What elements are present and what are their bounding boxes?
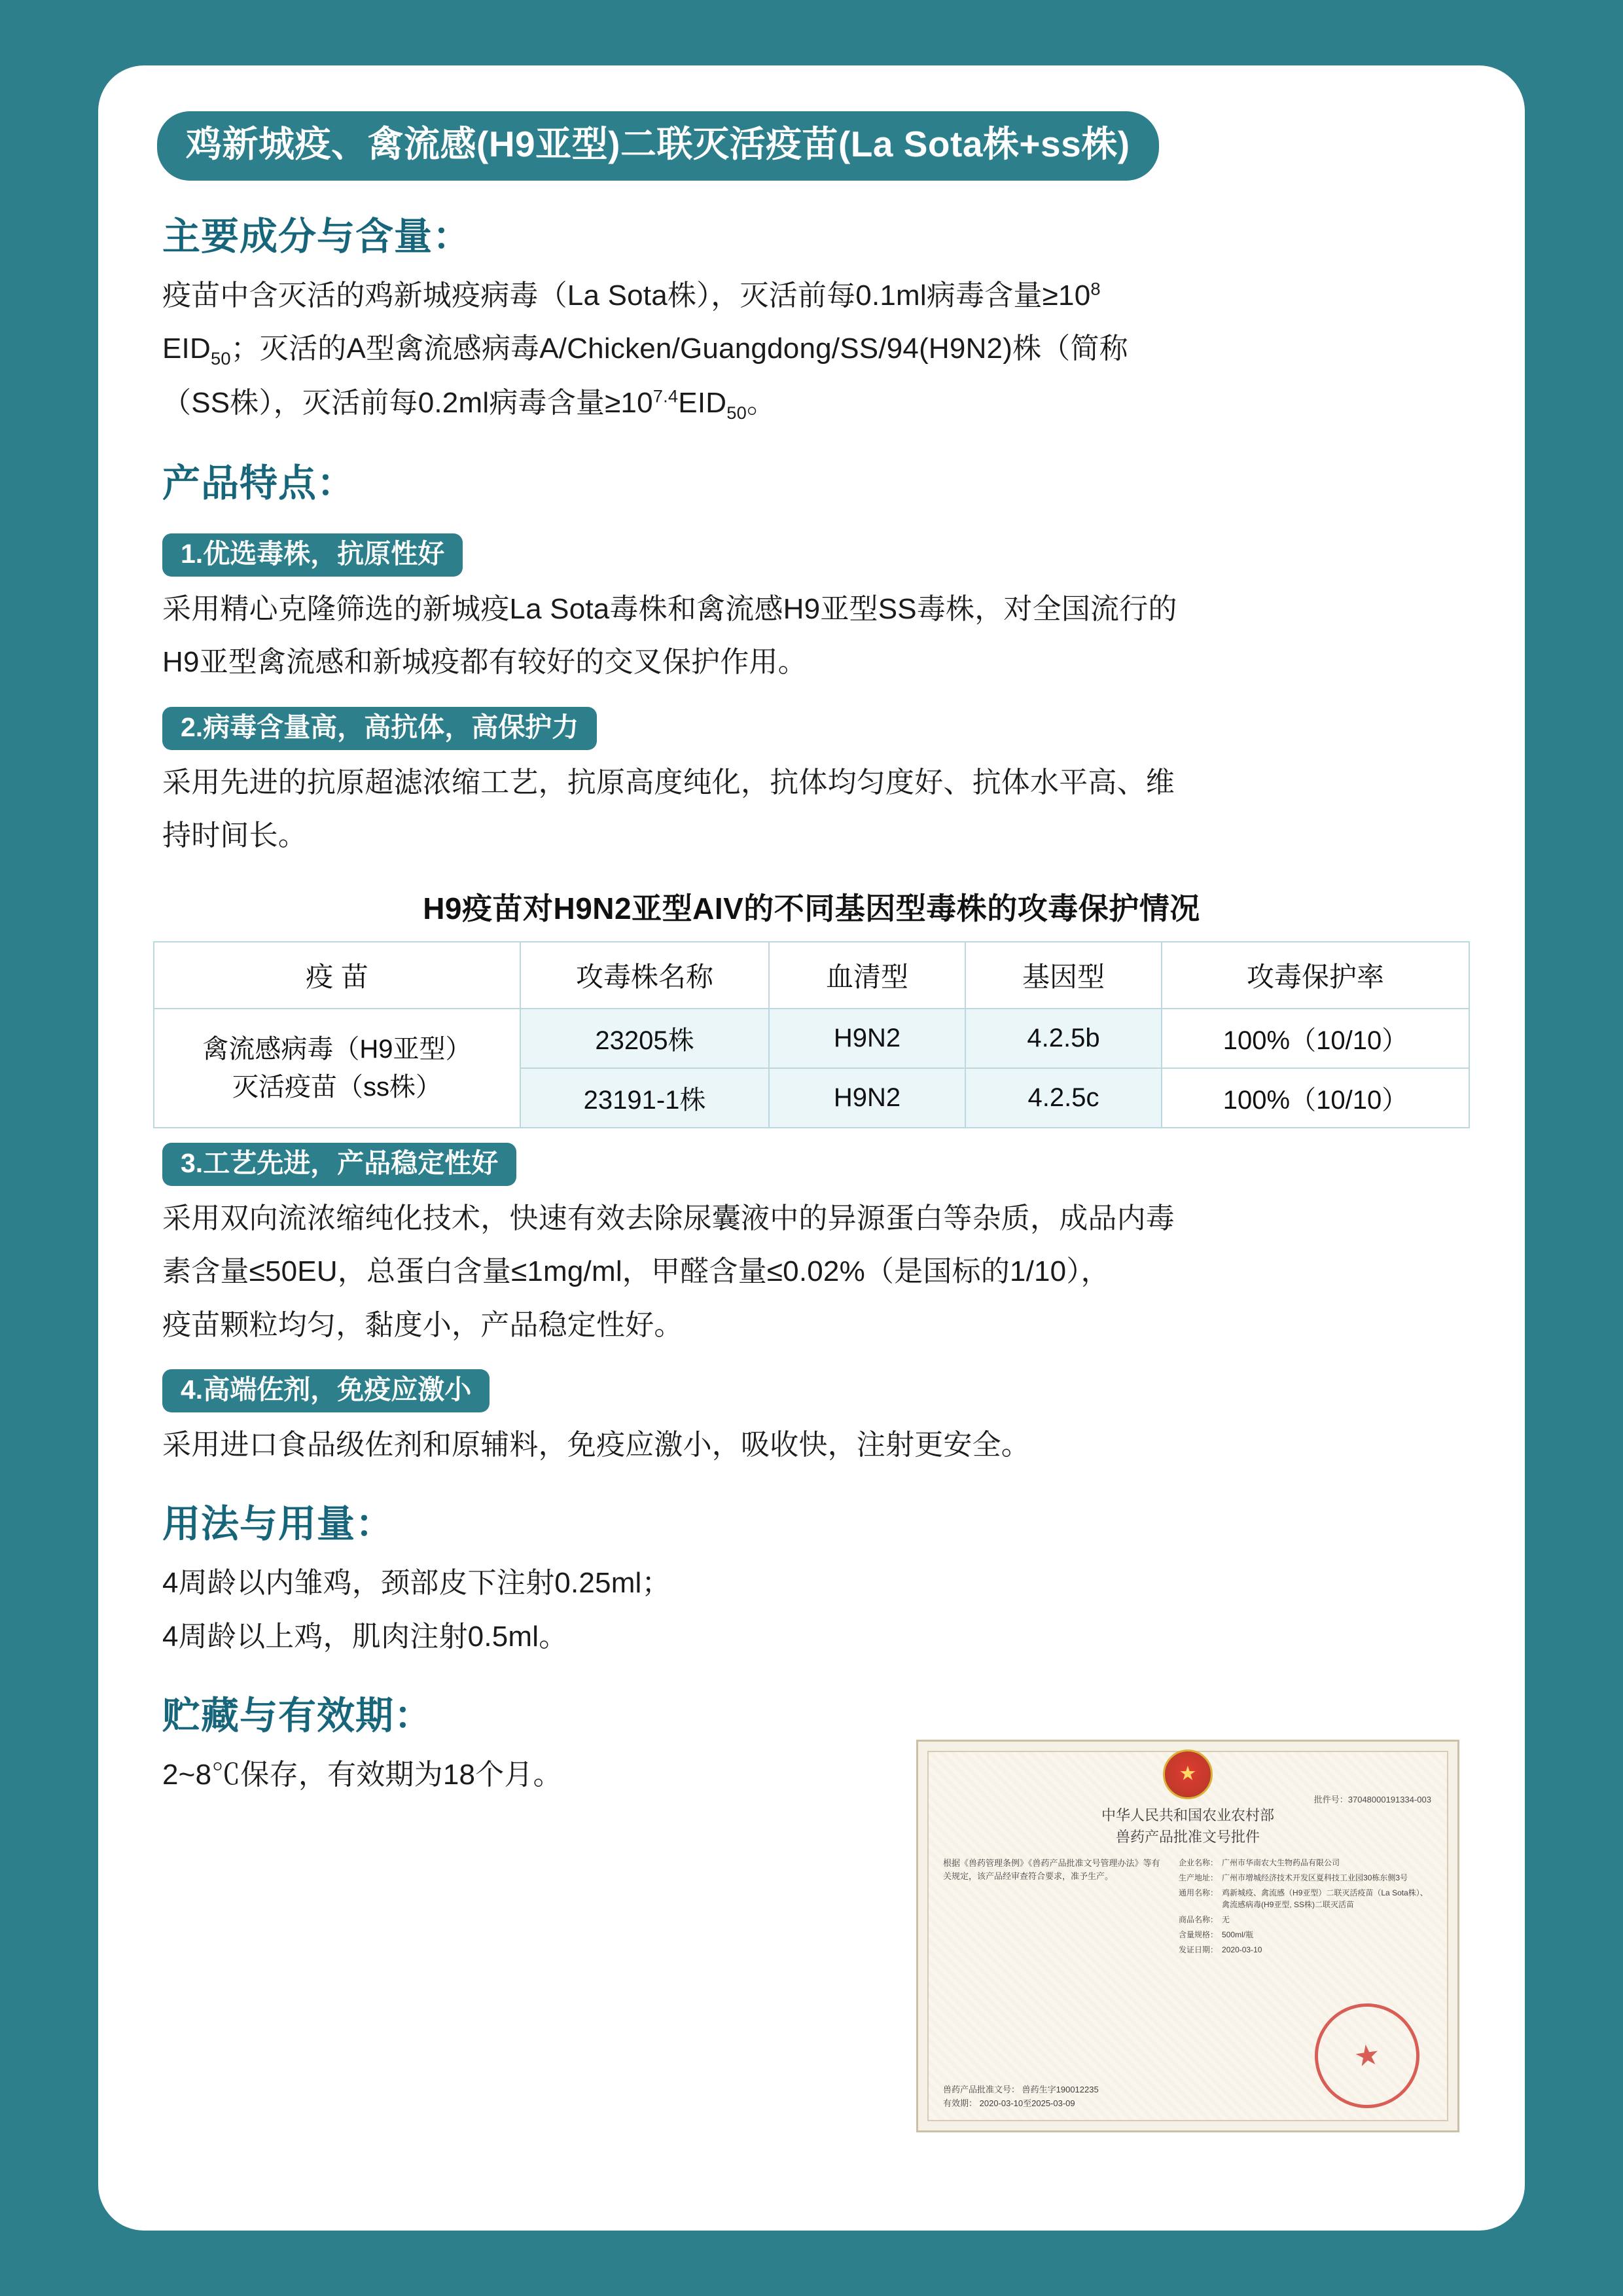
feature-3-line-3: 疫苗颗粒均匀，黏度小，产品稳定性好。 xyxy=(162,1308,683,1341)
certificate-field-generic-name-label: 通用名称： xyxy=(1179,1888,1219,1897)
feature-2-line-2: 持时间长。 xyxy=(162,819,307,852)
feature-item-4 xyxy=(151,1355,1472,1468)
certificate-body xyxy=(943,1857,1433,1959)
page-title: 鸡新城疫、禽流感(H9亚型)二联灭活疫苗(La Sota株+ss株) xyxy=(157,111,1159,181)
composition-line-3-sub: 50 xyxy=(726,402,747,423)
table-cell-vaccine-name xyxy=(154,1009,520,1128)
certificate-number xyxy=(1314,1793,1431,1805)
vaccine-name-line-1: 禽流感病毒（H9亚型） xyxy=(202,1035,472,1064)
certificate-validity-value: 2020-03-10至2025-03-09 xyxy=(979,2098,1075,2109)
certificate-field-address-label: 生产地址： xyxy=(1179,1873,1219,1882)
table-col-genotype: 基因型 xyxy=(965,942,1162,1009)
section-heading-usage: 用法与用量： xyxy=(162,1503,395,1546)
certificate-approval-value: 兽药生字190012235 xyxy=(1022,2085,1099,2095)
storage-line-1: 2~8℃保存，有效期为18个月。 xyxy=(162,1758,562,1791)
certificate-field-generic-name xyxy=(1179,1887,1433,1910)
protection-table xyxy=(153,941,1470,1128)
certificate-field-spec-label: 含量规格： xyxy=(1179,1930,1219,1939)
table-col-vaccine: 疫 苗 xyxy=(154,942,520,1009)
stamp-star-icon: ★ xyxy=(1352,2037,1382,2073)
composition-line-3-sup: 7.4 xyxy=(652,386,679,406)
certificate-title xyxy=(943,1804,1433,1848)
certificate-intro: 根据《兽药管理条例》《兽药产品批准文号管理办法》等有关规定，该产品经审查符合要求，准予生产。 xyxy=(943,1858,1160,1882)
table-cell-genotype-1: 4.2.5b xyxy=(965,1009,1162,1068)
certificate-field-company-value: 广州市华南农大生物药品有限公司 xyxy=(1222,1858,1340,1867)
composition-line-3-text-a: （SS株），灭活前每0.2ml病毒含量≥10 xyxy=(162,387,653,419)
composition-line-2-eid: EID xyxy=(162,332,211,365)
certificate-validity-label: 有效期： xyxy=(943,2098,978,2109)
table-cell-protection-1: 100%（10/10） xyxy=(1162,1009,1469,1068)
certificate-field-brand-name-value: 无 xyxy=(1222,1915,1230,1924)
usage-line-1: 4周龄以内雏鸡，颈部皮下注射0.25ml； xyxy=(162,1567,671,1600)
certificate-field-company xyxy=(1179,1857,1433,1869)
section-heading-composition: 主要成分与含量： xyxy=(162,215,472,258)
certificate-field-brand-name xyxy=(1179,1914,1433,1926)
certificate-field-generic-name-value: 鸡新城疫、禽流感（H9亚型）二联灭活疫苗（La Sota株）、禽流感病毒(H9亚型, SS株)二联灭活苗 xyxy=(1222,1888,1428,1909)
feature-tag-2: 2.病毒含量高，高抗体，高保护力 xyxy=(162,707,597,750)
table-col-serotype: 血清型 xyxy=(769,942,965,1009)
table-cell-strain-2: 23191-1株 xyxy=(520,1068,769,1128)
certificate-field-spec xyxy=(1179,1929,1433,1941)
certificate-field-issue-date-label: 发证日期： xyxy=(1179,1945,1219,1954)
feature-item-1 xyxy=(151,519,1472,686)
table-title: H9疫苗对H9N2亚型AIV的不同基因型毒株的攻毒保护情况 xyxy=(423,891,1200,926)
composition-line-2 xyxy=(162,325,1472,373)
certificate-fields xyxy=(1179,1857,1433,1959)
feature-3-line-1: 采用双向流浓缩纯化技术，快速有效去除尿囊液中的异源蛋白等杂质，成品内毒 xyxy=(162,1202,1175,1235)
composition-line-1 xyxy=(162,272,1472,319)
certificate-field-company-label: 企业名称： xyxy=(1179,1858,1219,1867)
certificate-field-address-value: 广州市增城经济技术开发区夏科技工业园30栋东侧3号 xyxy=(1222,1873,1408,1882)
table-row xyxy=(154,1009,1469,1068)
certificate-title-line-2: 兽药产品批准文号批件 xyxy=(1115,1829,1260,1845)
feature-tag-4: 4.高端佐剂，免疫应激小 xyxy=(162,1369,490,1412)
table-col-strain: 攻毒株名称 xyxy=(520,942,769,1009)
table-col-protection: 攻毒保护率 xyxy=(1162,942,1469,1009)
composition-line-3-text-c: 。 xyxy=(746,387,776,419)
composition-line-1-text: 疫苗中含灭活的鸡新城疫病毒（La Sota株），灭活前每0.1ml病毒含量≥10 xyxy=(162,279,1091,312)
certificate-field-issue-date-value: 2020-03-10 xyxy=(1222,1945,1262,1954)
certificate-number-value: 37048000191334-003 xyxy=(1347,1795,1431,1804)
table-cell-genotype-2: 4.2.5c xyxy=(965,1068,1162,1128)
certificate-field-brand-name-label: 商品名称： xyxy=(1179,1915,1219,1924)
certificate-image xyxy=(916,1740,1459,2132)
table-cell-serotype-1: H9N2 xyxy=(769,1009,965,1068)
feature-4-line-1: 采用进口食品级佐剂和原辅料，免疫应激小，吸收快，注射更安全。 xyxy=(162,1429,1030,1462)
section-heading-features: 产品特点： xyxy=(162,461,356,505)
table-cell-strain-1: 23205株 xyxy=(520,1009,769,1068)
certificate-approval-label: 兽药产品批准文号： xyxy=(943,2085,1020,2095)
feature-item-3 xyxy=(151,1128,1472,1348)
section-heading-storage: 贮藏与有效期： xyxy=(162,1694,433,1737)
vaccine-name-line-2: 灭活疫苗（ss株） xyxy=(232,1073,442,1102)
certificate-field-address xyxy=(1179,1872,1433,1884)
certificate-inner xyxy=(927,1751,1448,2121)
feature-tag-3: 3.工艺先进，产品稳定性好 xyxy=(162,1143,516,1186)
composition-line-3 xyxy=(162,380,1472,427)
table-cell-protection-2: 100%（10/10） xyxy=(1162,1068,1469,1128)
composition-line-2-text: ；灭活的A型禽流感病毒A/Chicken/Guangdong/SS/94(H9N2)株（简称 xyxy=(230,332,1128,365)
feature-item-2 xyxy=(151,692,1472,859)
document-card xyxy=(98,65,1525,2231)
national-emblem-icon xyxy=(1163,1749,1213,1799)
feature-tag-1: 1.优选毒株，抗原性好 xyxy=(162,533,463,577)
table-header-row xyxy=(154,942,1469,1009)
composition-line-1-sup: 8 xyxy=(1090,278,1101,299)
feature-1-line-1: 采用精心克隆筛选的新城疫La Sota毒株和禽流感H9亚型SS毒株，对全国流行的 xyxy=(162,593,1177,626)
certificate-field-issue-date xyxy=(1179,1944,1433,1956)
certificate-number-label: 批件号： xyxy=(1313,1795,1348,1804)
composition-line-3-eid: EID xyxy=(678,387,727,419)
composition-line-2-sub: 50 xyxy=(210,348,231,368)
certificate-title-line-1: 中华人民共和国农业农村部 xyxy=(1101,1807,1274,1823)
usage-line-2: 4周龄以上鸡，肌肉注射0.5ml。 xyxy=(162,1620,568,1653)
feature-3-line-2: 素含量≤50EU，总蛋白含量≤1mg/ml，甲醛含量≤0.02%（是国标的1/10）， xyxy=(162,1255,1110,1288)
table-cell-serotype-2: H9N2 xyxy=(769,1068,965,1128)
certificate-field-spec-value: 500ml/瓶 xyxy=(1222,1930,1254,1939)
feature-1-line-2: H9亚型禽流感和新城疫都有较好的交叉保护作用。 xyxy=(162,646,807,679)
feature-2-line-1: 采用先进的抗原超滤浓缩工艺，抗原高度纯化，抗体均匀度好、抗体水平高、维 xyxy=(162,766,1175,798)
